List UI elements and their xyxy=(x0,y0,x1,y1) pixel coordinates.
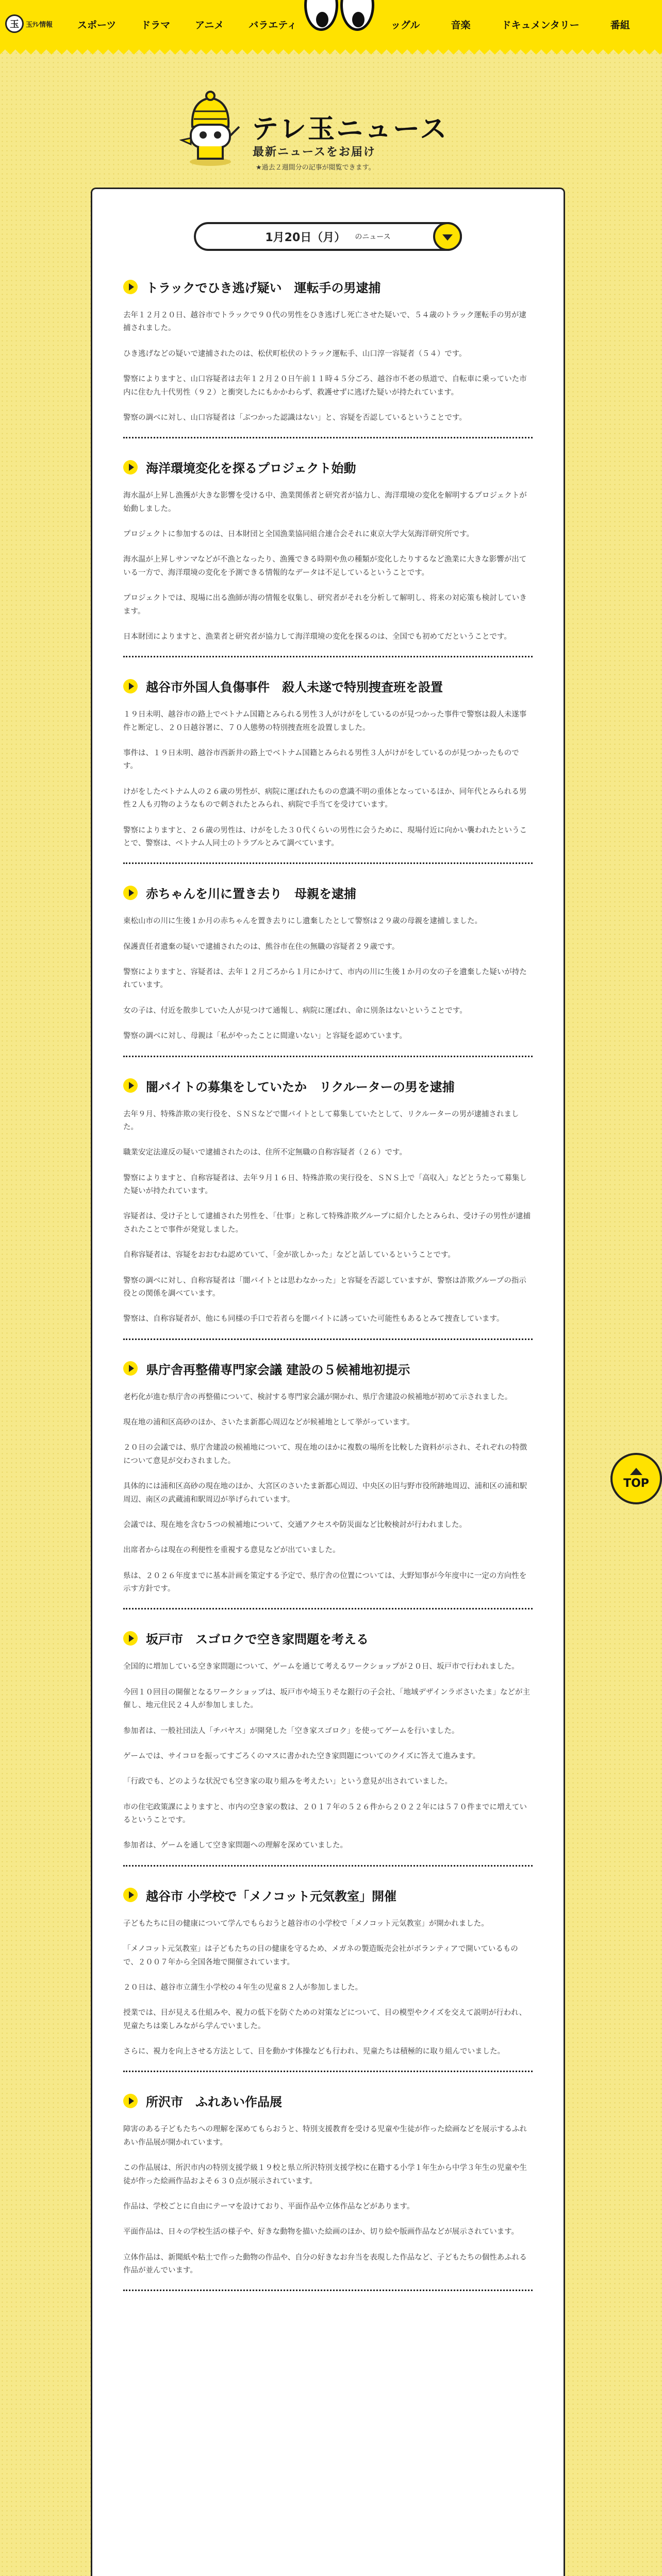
bullet-arrow-icon xyxy=(123,1888,138,1902)
article-paragraph: 老朽化が進む県庁舎の再整備について、検討する専門家会議が開かれ、県庁舎建設の候補地が初めて示されました。 xyxy=(123,1393,512,1401)
article-paragraph: 参加者は、ゲームを通して空き家問題への理解を深めていました。 xyxy=(123,1841,347,1850)
article-paragraph: 警察の調べに対し、自称容疑者は「闇バイトとは思わなかった」と容疑を否認していますが、警察は詐欺グループの指示役との関係を調べています。 xyxy=(123,1276,526,1298)
mascot-icon xyxy=(179,91,241,168)
news-article xyxy=(123,1872,533,2073)
right-eye-icon xyxy=(340,0,374,31)
article-paragraph: 「メノコット元気教室」は子どもたちの目の健康を守るため、メガネの製造販売会社がボランティアで開いているもので、２００７年から全国各地で開催されています。 xyxy=(123,1945,518,1967)
article-title: 所沢市 ふれあい作品展 xyxy=(146,2095,282,2110)
nav-item-sports[interactable]: スポーツ xyxy=(77,20,117,31)
article-paragraph: 東松山市の川に生後１か月の赤ちゃんを置き去りにし遺棄したとして警察は２９歳の母親を逮捕しました。 xyxy=(123,917,482,926)
article-paragraph: 警察によりますと、２６歳の男性は、けがをした３０代くらいの男性に会うために、現場付近に向かい襲われたということで、警察は、ベトナム人同士のトラブルとみて調べています。 xyxy=(123,826,527,848)
page-hero xyxy=(175,91,485,178)
nav-item-gourmet[interactable]: ッグル xyxy=(391,20,420,31)
article-divider xyxy=(123,437,533,438)
article-paragraph: 障害のある子どもたちへの理解を深めてもらおうと、特別支援教育を受ける児童や生徒が作った絵画などを展示するふれあい作品展が開かれています。 xyxy=(123,2125,527,2147)
article-paragraph: 警察は、自称容疑者が、他にも同様の手口で若者らを闇バイトに誘っていた可能性もあるとみて捜査しています。 xyxy=(123,1315,504,1324)
selected-date: 1月20日（月） xyxy=(265,231,346,244)
article-title: 赤ちゃんを川に置き去り 母親を逮捕 xyxy=(146,887,356,902)
page-subtitle: 最新ニュースをお届け xyxy=(253,146,376,159)
article-paragraph: 容疑者は、受け子として逮捕された男性を、「仕事」と称して特殊詐欺グループに紹介したとみられ、受け子の男性が逮捕されたことで事件が発覚しました。 xyxy=(123,1212,531,1234)
bullet-arrow-icon xyxy=(123,1078,138,1093)
article-title: 坂戸市 スゴロクで空き家問題を考える xyxy=(146,1632,369,1647)
nav-item-music[interactable]: 音楽 xyxy=(451,20,471,31)
article-paragraph: 作品は、学校ごとに自由にテーマを設けており、平面作品や立体作品などがあります。 xyxy=(123,2202,415,2211)
article-title: 越谷市外国人負傷事件 殺人未遂で特別捜査班を設置 xyxy=(146,680,443,695)
news-card xyxy=(91,188,565,2576)
news-article xyxy=(123,663,533,864)
article-title: 闇バイトの募集をしていたか リクルーターの男を逮捕 xyxy=(146,1079,455,1094)
article-header xyxy=(123,1360,533,1378)
nav-right xyxy=(391,18,630,31)
article-paragraph: 現在地の浦和区高砂のほか、さいたま新都心周辺などが候補地として挙がっています。 xyxy=(123,1418,415,1427)
bullet-arrow-icon xyxy=(123,2094,138,2108)
article-paragraph: 授業では、目が見える仕組みや、視力の低下を防ぐための対策などについて、目の模型やクイズを交えて説明が行われ、児童たちは楽しみながら学んでいました。 xyxy=(123,2009,527,2030)
article-paragraph: 「行政でも、どのような状況でも空き家の取り組みを考えたい」という意見が出されていました。 xyxy=(123,1777,452,1786)
article-title: 海洋環境変化を探るプロジェクト始動 xyxy=(146,461,356,476)
top-navigation-bar xyxy=(0,0,662,49)
article-paragraph: 事件は、１９日未明、越谷市西新井の路上でベトナム国籍とみられる男性３人がけがをしているのが見つかったものです。 xyxy=(123,749,519,771)
article-header xyxy=(123,2092,533,2110)
article-paragraph: この作品展は、所沢市内の特別支援学級１９校と県立所沢特別支援学校に在籍する小学１年生から中学３年生の児童や生徒が作った絵画作品およそ６３０点が展示されています。 xyxy=(123,2164,527,2185)
bullet-arrow-icon xyxy=(123,280,138,294)
article-paragraph: 自称容疑者は、容疑をおおむね認めていて、「金が欲しかった」などと話しているということです。 xyxy=(123,1251,455,1260)
article-title: 県庁舎再整備専門家会議 建設の５候補地初提示 xyxy=(146,1362,410,1377)
article-paragraph: 市の住宅政策課によりますと、市内の空き家の数は、２０１７年の５２６件から２０２２年には５７０件までに増えているということです。 xyxy=(123,1803,527,1824)
page-top-label: TOP xyxy=(623,1477,649,1490)
article-header xyxy=(123,1886,533,1904)
article-divider xyxy=(123,656,533,657)
left-eye-icon xyxy=(304,0,338,31)
article-paragraph: プロジェクトでは、現場に出る漁師が海の情報を収集し、研究者がそれを分析して解明し、将来の対応策も検討していきます。 xyxy=(123,594,527,616)
article-paragraph: 警察によりますと、山口容疑者は去年１２月２０日午前１１時４５分ごろ、越谷市不老の県道で、自転車に乗っていた市内に住む九十代男性（９２）と衝突したにもかかわらず、救護せずに逃げた疑いが持たれています。 xyxy=(123,375,527,397)
article-divider xyxy=(123,1056,533,1057)
article-paragraph: １９日未明、越谷市の路上でベトナム国籍とみられる男性３人がけがをしているのが見つかった事件で警察は殺人未遂事件と断定し、２０日越谷署に、７０人態勢の特別捜査班を設置しました。 xyxy=(123,710,527,732)
article-paragraph: 会議では、現在地を含む５つの候補地について、交通アクセスや防災面など比較検討が行われました。 xyxy=(123,1520,467,1529)
bullet-arrow-icon xyxy=(123,886,138,900)
article-paragraph: 警察によりますと、容疑者は、去年１２月ごろから１月にかけて、市内の川に生後１か月の女の子を遺棄した疑いが持たれています。 xyxy=(123,968,527,990)
nav-item-anime[interactable]: アニメ xyxy=(195,20,224,31)
nav-item-programs[interactable]: 番組 xyxy=(610,20,630,31)
article-title: 越谷市 小学校で「メノコット元気教室」開催 xyxy=(146,1889,396,1904)
archive-note: ★過去２週間分の記事が閲覧できます。 xyxy=(256,164,375,172)
news-article xyxy=(123,2077,533,2291)
article-paragraph: 出席者からは現在の利便性を重視する意見などが出ていました。 xyxy=(123,1546,340,1555)
article-header xyxy=(123,1077,533,1095)
article-paragraph: ２０日は、越谷市立蒲生小学校の４年生の児童８２人が参加しました。 xyxy=(123,1983,362,1992)
article-paragraph: 全国的に増加している空き家問題について、ゲームを通じて考えるワークショップが２０日、坂戸市で行われました。 xyxy=(123,1663,519,1671)
article-paragraph: 警察の調べに対し、母親は「私がやったことに間違いない」と容疑を認めています。 xyxy=(123,1032,407,1041)
bullet-arrow-icon xyxy=(123,460,138,474)
article-header xyxy=(123,677,533,695)
article-paragraph: 子どもたちに目の健康について学んでもらおうと越谷市の小学校で「メノコット元気教室」が開かれました。 xyxy=(123,1919,489,1928)
bullet-arrow-icon xyxy=(123,679,138,693)
date-selector[interactable] xyxy=(194,222,462,251)
article-paragraph: プロジェクトに参加するのは、日本財団と全国漁業協同組合連合会それに東京大学大気海洋研究所です。 xyxy=(123,530,474,538)
nav-left xyxy=(77,18,297,31)
article-paragraph: 海水温が上昇しサンマなどが不漁となったり、漁獲できる時期や魚の種類が変化したりするなど漁業に大きな影響が出ている一方で、海洋環境の変化を予測できる情報的なデータは不足しているということです。 xyxy=(123,555,527,577)
article-paragraph: 保護責任者遺棄の疑いで逮捕されたのは、熊谷市在住の無職の容疑者２９歳です。 xyxy=(123,942,400,951)
article-paragraph: ２０日の会議では、県庁舎建設の候補地について、現在地のほかに複数の場所を比較した資料が示され、それぞれの特徴について意見が交わされました。 xyxy=(123,1444,527,1465)
article-header xyxy=(123,1629,533,1647)
article-paragraph: 具体的には浦和区高砂の現在地のほか、大宮区のさいたま新都心周辺、中央区の旧与野市役所跡地周辺、浦和区の浦和駅周辺、南区の武蔵浦和駅周辺が挙げられています。 xyxy=(123,1482,527,1504)
article-paragraph: 去年９月、特殊詐欺の実行役を、ＳＮＳなどで闇バイトとして募集していたとして、リクルーターの男が逮捕されました。 xyxy=(123,1110,519,1131)
article-paragraph: 職業安定法違反の疑いで逮捕されたのは、住所不定無職の自称容疑者（２６）です。 xyxy=(123,1148,407,1157)
article-divider xyxy=(123,2071,533,2072)
article-paragraph: 警察によりますと、自称容疑者は、去年９月１６日、特殊詐欺の実行役を、ＳＮＳ上で「高収入」などとうたって募集した疑いが持たれています。 xyxy=(123,1174,527,1195)
article-title: トラックでひき逃げ疑い 運転手の男逮捕 xyxy=(146,281,381,295)
article-paragraph: さらに、視力を向上させる方法として、目を動かす体操なども行われ、児童たちは積極的に取り組んでいました。 xyxy=(123,2047,505,2056)
news-article xyxy=(123,263,533,438)
article-paragraph: 女の子は、付近を散歩していた人が見つけて通報し、病院に運ばれ、命に別条はないということです。 xyxy=(123,1006,467,1015)
bullet-arrow-icon xyxy=(123,1361,138,1376)
article-paragraph: 平面作品は、日々の学校生活の様子や、好きな動物を描いた絵画のほか、切り絵や版画作品などが展示されています。 xyxy=(123,2228,519,2236)
article-paragraph: ゲームでは、サイコロを振ってすごろくのマスに書かれた空き家問題についてのクイズに答えて進みます。 xyxy=(123,1752,481,1760)
article-paragraph: 県は、２０２６年度までに基本計画を策定する予定で、県庁舎の位置については、大野知事が今年度中に一定の方向性を示す方針です。 xyxy=(123,1571,527,1593)
logo-text: 玉ﾃﾚ情報 xyxy=(26,21,53,29)
article-paragraph: 今回１０回目の開催となるワークショップは、坂戸市や埼玉りそな銀行の子会社、「地域デザインラボさいたま」などが主催し、地元住民２４人が参加しました。 xyxy=(123,1688,530,1710)
mascot-eyes-icon xyxy=(304,0,376,36)
article-paragraph: 警察の調べに対し、山口容疑者は「ぶつかった認識はない」と、容疑を否認しているということです。 xyxy=(123,413,467,422)
article-paragraph: ひき逃げなどの疑いで逮捕されたのは、松伏町松伏のトラック運転手、山口淳一容疑者（５４）です。 xyxy=(123,349,467,358)
news-article xyxy=(123,444,533,657)
article-list xyxy=(92,251,564,2291)
article-paragraph: 日本財団によりますと、漁業者と研究者が協力して海洋環境の変化を探るのは、全国でも初めてだということです。 xyxy=(123,632,511,641)
article-paragraph: けがをしたベトナム人の２６歳の男性が、病院に運ばれたものの意識不明の重体となっているほか、同年代とみられる男性２人も刃物のようなもので刺されたとみられ、病院で手当てを受けています。 xyxy=(123,787,527,809)
nav-item-drama[interactable]: ドラマ xyxy=(141,20,171,31)
article-divider xyxy=(123,1865,533,1867)
article-divider xyxy=(123,1338,533,1340)
news-article xyxy=(123,1615,533,1866)
page-title: テレ玉ニュース xyxy=(252,114,449,145)
chevron-up-icon xyxy=(630,1468,642,1475)
article-header xyxy=(123,278,533,296)
chevron-down-icon[interactable] xyxy=(433,222,462,251)
article-divider xyxy=(123,1608,533,1609)
nav-item-documentary[interactable]: ドキュメンタリー xyxy=(501,20,580,31)
article-divider xyxy=(123,862,533,864)
news-article xyxy=(123,1062,533,1340)
article-header xyxy=(123,884,533,902)
nav-item-variety[interactable]: バラエティ xyxy=(249,20,297,31)
article-paragraph: 参加者は、一般社団法人「チバヤス」が開発した「空き家スゴロク」を使ってゲームを行いました。 xyxy=(123,1726,459,1735)
logo-mark: 玉 xyxy=(5,14,24,33)
article-paragraph: 海水温が上昇し漁獲が大きな影響を受ける中、漁業関係者と研究者が協力し、海洋環境の変化を解明するプロジェクトが始動しました。 xyxy=(123,492,527,513)
article-divider xyxy=(123,2290,533,2291)
article-header xyxy=(123,458,533,476)
site-logo[interactable] xyxy=(5,14,53,33)
page-top-button[interactable] xyxy=(610,1453,662,1504)
bullet-arrow-icon xyxy=(123,1631,138,1646)
date-suffix: のニュース xyxy=(355,233,391,241)
news-article xyxy=(123,1345,533,1610)
news-article xyxy=(123,869,533,1057)
article-paragraph: 去年１２月２０日、越谷市でトラックで９０代の男性をひき逃げし死亡させた疑いで、５４歳のトラック運転手の男が逮捕されました。 xyxy=(123,311,526,333)
article-paragraph: 立体作品は、新聞紙や粘土で作った動物の作品や、自分の好きなお弁当を表現した作品など、子どもたちの個性あふれる作品が並んでいます。 xyxy=(123,2253,527,2275)
